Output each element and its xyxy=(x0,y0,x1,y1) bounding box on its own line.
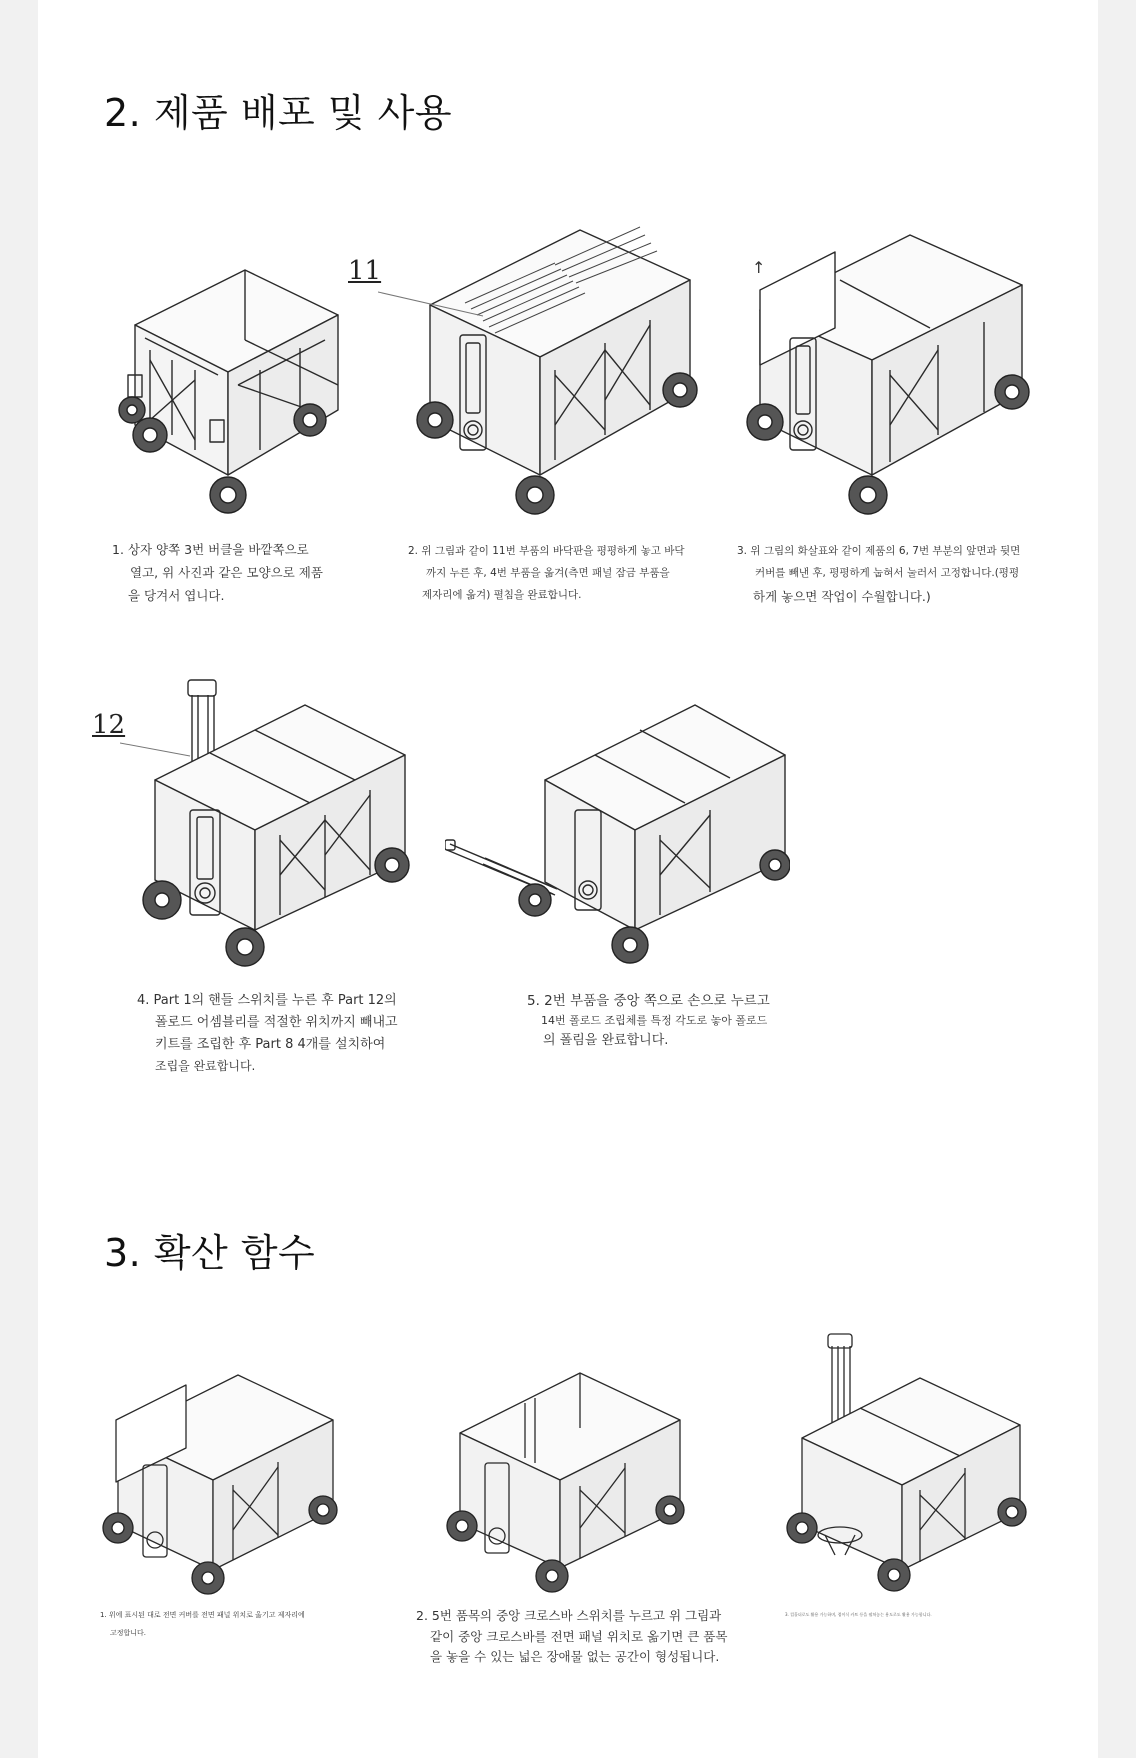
step-2-illustration xyxy=(405,225,705,520)
step-5-caption: 5. 2번 부품을 중앙 쪽으로 손으로 누르고 14번 폴로드 조립체를 특정 각도로 놓아 폴로드 의 폴림을 완료합니다. xyxy=(527,993,770,1049)
step-4-caption: 4. Part 1의 핸들 스위치를 누른 후 Part 12의 폴로드 어셈블리를 적절한 위치까지 빼내고 키트를 조립한 후 Part 8 4개를 설치하여 조립을 완료합니다. xyxy=(137,993,398,1074)
callout-11: 11 xyxy=(348,256,382,286)
step-2-caption: 2. 위 그림과 같이 11번 부품의 바닥판을 평평하게 놓고 바닥 까지 누른 후, 4번 부품을 옮겨(측면 패널 잠금 부품을 제자리에 옮겨) 펼침을 완료합니다. xyxy=(408,545,685,602)
section-3-step-3-caption: 3. 컵홀더로도 활용 가능하며, 접이식 카트 등을 펼쳐놓는 용도로도 활용 가능합니다. xyxy=(785,1612,932,1617)
section-3-title: 3. 확산 함수 xyxy=(104,1231,316,1275)
step-3-illustration xyxy=(740,230,1040,520)
step-5-illustration xyxy=(445,700,790,970)
section-3-step-2-illustration xyxy=(440,1368,690,1593)
step-1-caption: 1. 상자 양쪽 3번 버클을 바깥쪽으로 열고, 위 사진과 같은 모양으로 제품 을 당겨서 엽니다. xyxy=(112,542,323,604)
step-3-caption: 3. 위 그림의 화살표와 같이 제품의 6, 7번 부분의 앞면과 뒷면 커버를 빼낸 후, 평평하게 눕혀서 눌러서 고정합니다.(평평 하게 놓으면 작업이 수월합니다.) xyxy=(737,545,1021,605)
step-4-illustration xyxy=(140,675,420,970)
section-3-step-3-illustration xyxy=(780,1330,1030,1595)
callout-11-leader xyxy=(378,290,488,320)
lift-arrow-icon: ↑ xyxy=(752,258,766,277)
section-3-step-1-caption: 1. 위에 표시된 대로 전면 커버를 전면 패널 위치로 옮기고 제자리에 고정합니다. xyxy=(100,1611,305,1638)
section-3-step-2-caption: 2. 5번 품목의 중앙 크로스바 스위치를 누르고 위 그림과 같이 중앙 크로스바를 전면 패널 위치로 옮기면 큰 품목 을 놓을 수 있는 넓은 장애물 없는 공간이 형성됩니다. xyxy=(416,1608,728,1665)
section-3-step-1-illustration xyxy=(98,1370,343,1595)
section-2-title: 2. 제품 배포 및 사용 xyxy=(104,91,453,135)
step-1-illustration xyxy=(110,260,355,520)
callout-12: 12 xyxy=(92,710,126,740)
